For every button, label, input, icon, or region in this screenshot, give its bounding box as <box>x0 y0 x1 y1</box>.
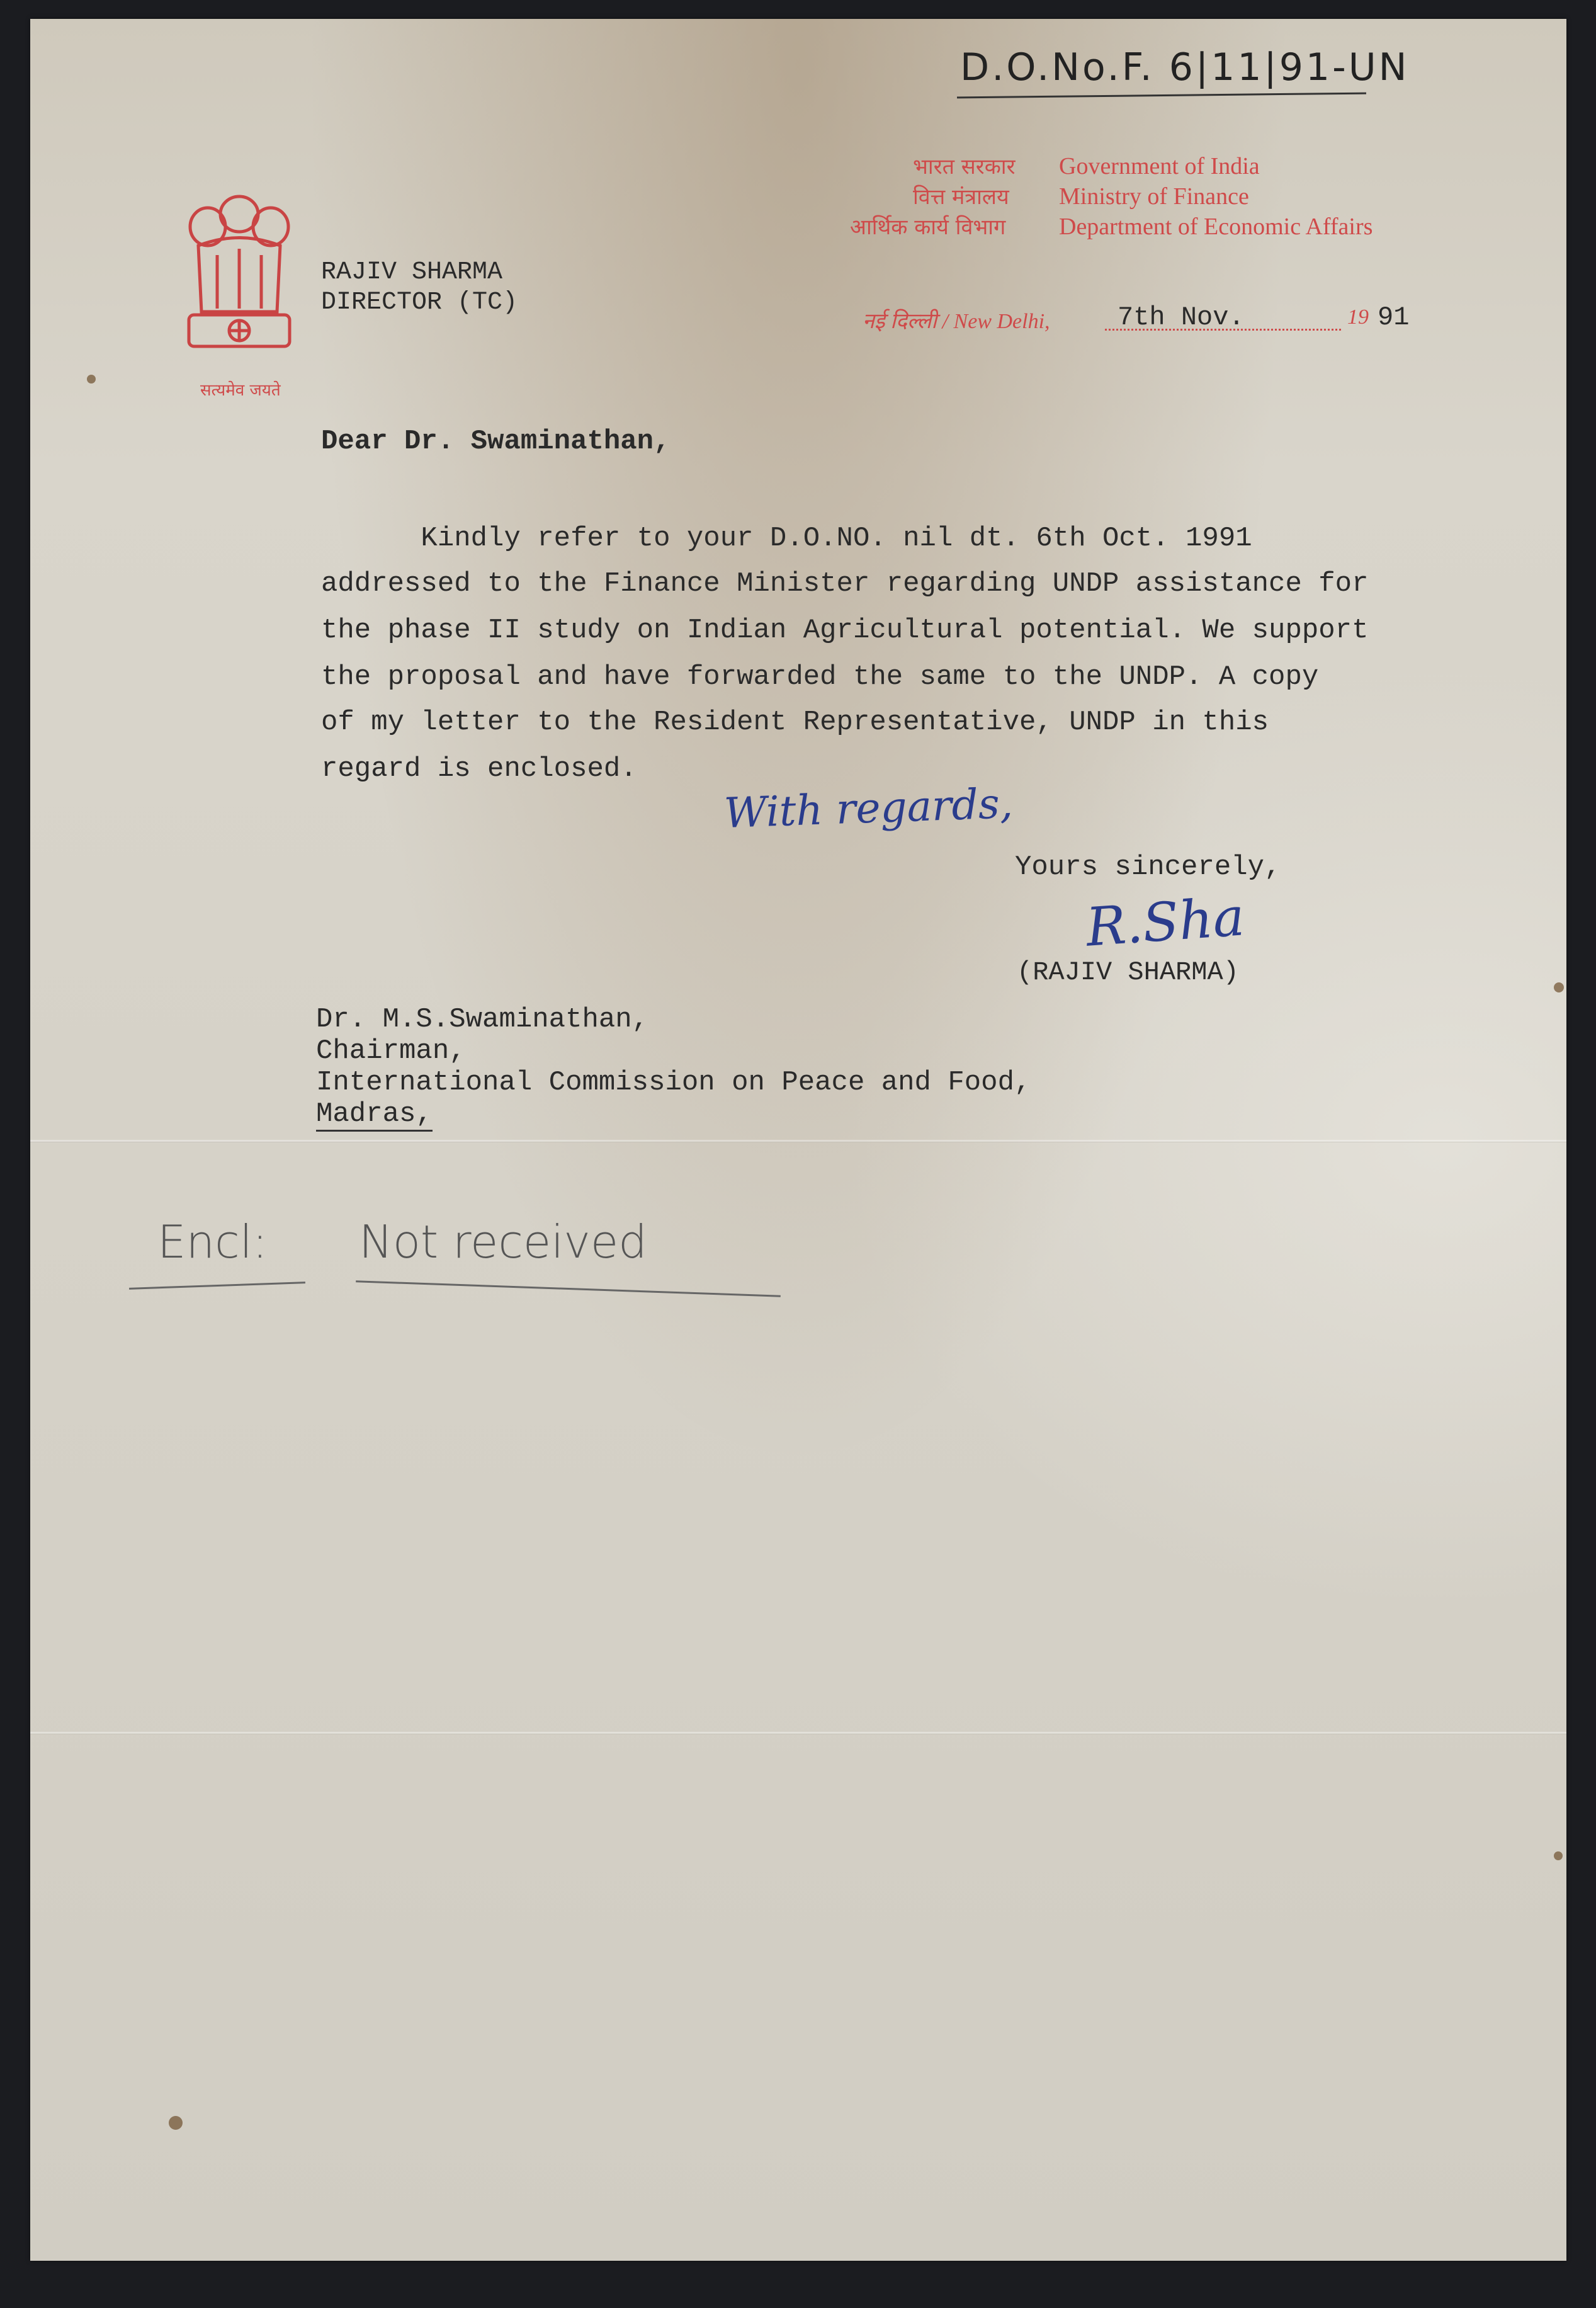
body-line-2: addressed to the Finance Minister regarding UNDP assistance for <box>321 568 1369 600</box>
addressee-line-2: Chairman, <box>316 1035 466 1067</box>
stain-spot <box>169 2116 183 2130</box>
letterhead-hindi-1: भारत सरकार <box>913 154 1016 179</box>
date-typed: 7th Nov. <box>1118 302 1245 333</box>
signatory-name: (RAJIV SHARMA) <box>1017 957 1239 987</box>
body-line-1: Kindly refer to your D.O.NO. nil dt. 6th Oct. 1991 <box>321 523 1252 554</box>
fold-crease <box>30 1140 1566 1142</box>
annotation-text: Not received <box>359 1215 647 1268</box>
emblem-motto: सत्यमेव जयते <box>200 381 281 400</box>
letterhead-hindi-3: आर्थिक कार्य विभाग <box>850 215 1006 240</box>
body-line-6: regard is enclosed. <box>321 753 637 785</box>
letterhead-ministry: Ministry of Finance <box>1059 183 1249 210</box>
fold-crease <box>30 1732 1566 1734</box>
addressee-line-4: Madras, <box>316 1098 433 1132</box>
closing: Yours sincerely, <box>1015 851 1281 883</box>
body-line-5: of my letter to the Resident Representative, UNDP in this <box>321 707 1269 738</box>
letterhead-department: Department of Economic Affairs <box>1059 213 1373 240</box>
annotation-encl-label: Encl: <box>157 1215 268 1268</box>
stain-spot <box>1554 1851 1563 1860</box>
sender-name: RAJIV SHARMA <box>321 258 503 287</box>
handwritten-regards: With regards, <box>723 779 1014 838</box>
body-line-3: the phase II study on Indian Agricultural potential. We support <box>321 615 1369 646</box>
signature: R.Sha <box>1084 885 1247 958</box>
letterhead-hindi-2: वित्त मंत्रालय <box>913 185 1009 210</box>
year-prefix: 19 <box>1347 305 1369 329</box>
addressee-line-1: Dr. M.S.Swaminathan, <box>316 1004 649 1035</box>
stain-spot <box>87 375 96 384</box>
body-line-4: the proposal and have forwarded the same to the UNDP. A copy <box>321 661 1319 693</box>
place-label: नई दिल्ली / New Delhi, <box>863 310 1050 333</box>
state-emblem-icon <box>173 186 305 375</box>
salutation: Dear Dr. Swaminathan, <box>321 426 671 457</box>
file-reference: D.O.No.F. 6|11|91-UN <box>960 45 1410 89</box>
year-suffix: 91 <box>1378 302 1410 333</box>
sender-title: DIRECTOR (TC) <box>321 288 518 317</box>
addressee-line-3: International Commission on Peace and Food, <box>316 1067 1031 1098</box>
stain-spot <box>1554 982 1564 992</box>
letterhead-government: Government of India <box>1059 153 1260 179</box>
